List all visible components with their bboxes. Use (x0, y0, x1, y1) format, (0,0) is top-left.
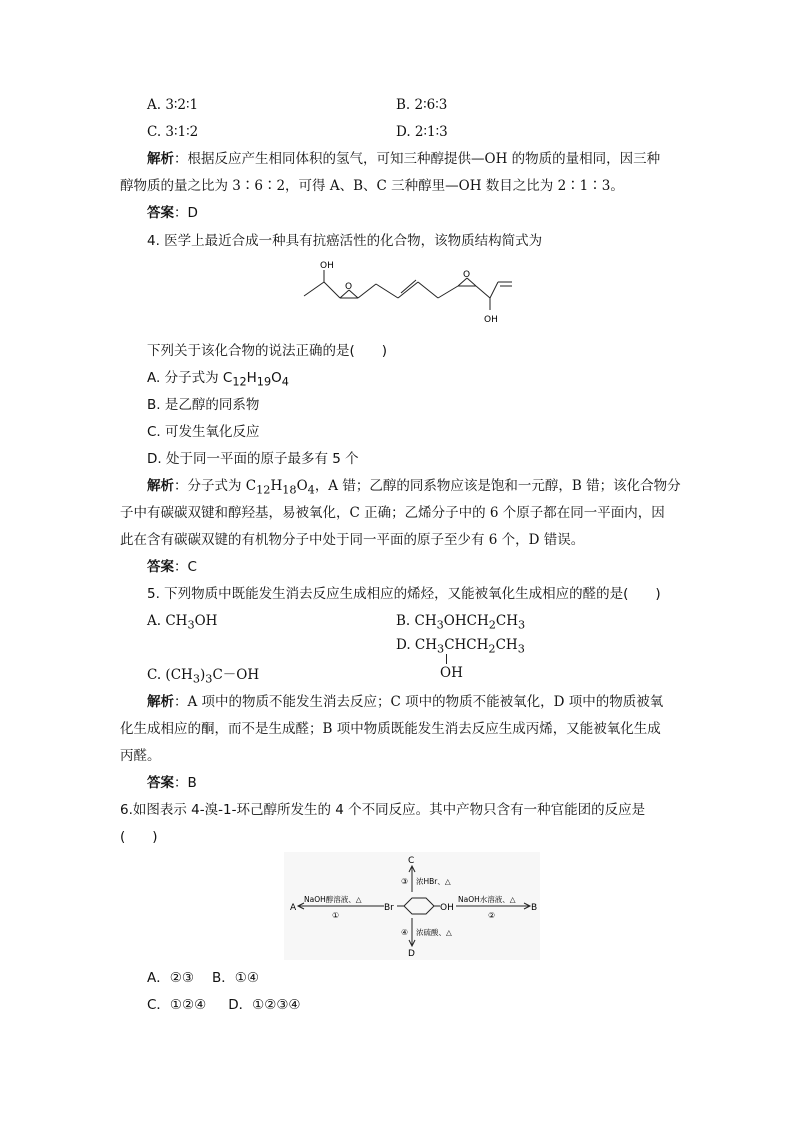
reagent-3: 浓HBr、△ (416, 877, 451, 886)
q6-option-b: B．①④ (211, 970, 259, 986)
sub: 12 (256, 483, 271, 497)
q5-option-a (147, 612, 217, 635)
q3-answer-value: ：D (174, 205, 198, 221)
q4-option-d: D. 处于同一平面的原子最多有 5 个 (147, 451, 359, 467)
answer-label: 答案 (147, 205, 174, 221)
reaction-number-4: ④ (401, 928, 409, 937)
reagent-1: NaOH醇溶液、△ (304, 895, 362, 904)
text: ，A 错；乙醇的同系物应该是饱和一元醇，B 错；该化合物分 (314, 478, 681, 494)
text: B. CH (396, 613, 437, 629)
product-c: C (408, 856, 415, 866)
sub: 3 (436, 618, 444, 632)
sub: 4 (307, 483, 315, 497)
q5-option-d-bond (446, 654, 447, 664)
sub: 2 (488, 618, 496, 632)
q5-answer-value: ：B (174, 775, 197, 791)
q5-answer (147, 774, 197, 792)
reaction-number-1: ① (332, 911, 340, 920)
q4-stem: 4. 医学上最近合成一种具有抗癌活性的化合物，该物质结构简式为 (147, 233, 543, 249)
q4-question: 下列关于该化合物的说法正确的是( ) (147, 343, 388, 359)
sub: 3 (437, 642, 445, 656)
q3-option-b: B. 2∶6∶3 (396, 97, 448, 113)
bromo-label: Br (384, 903, 394, 913)
sub: 19 (256, 375, 272, 389)
q4-answer-value: ：C (174, 559, 197, 575)
q5-analysis-line-2: 化生成相应的酮，而不是生成醛；B 项中物质既能发生消去反应生成丙烯，又能被氧化生成 (120, 721, 661, 737)
q4-option-c: C. 可发生氧化反应 (147, 424, 260, 440)
q4-option-a (147, 369, 289, 392)
analysis-label: 解析 (147, 478, 174, 494)
q6-option-a: A．②③ (147, 970, 194, 986)
q5-option-d-oh: OH (440, 665, 463, 681)
q6-stem-bracket: ( ) (120, 829, 158, 845)
structure-o-right: O (463, 270, 471, 280)
hydroxy-label: OH (440, 903, 454, 913)
q3-analysis-line-1 (147, 150, 660, 168)
q3-answer (147, 204, 198, 222)
sub: 3 (518, 618, 526, 632)
reaction-number-2: ② (488, 911, 496, 920)
q4-option-b: B. 是乙醇的同系物 (147, 397, 260, 413)
answer-label: 答案 (147, 775, 174, 791)
q4-analysis-line-3: 此在含有碳碳双键的有机物分子中处于同一平面的原子至少有 6 个，D 错误。 (120, 532, 585, 548)
q3-option-c: C. 3∶1∶2 (147, 124, 199, 140)
reagent-2: NaOH水溶液、△ (458, 895, 516, 904)
text: CHCH (444, 637, 489, 653)
sub: 4 (281, 375, 289, 389)
sub: 3 (517, 642, 525, 656)
product-b: B (531, 903, 538, 913)
q5-analysis-line-3: 丙醛。 (120, 748, 161, 764)
sub: 2 (488, 642, 496, 656)
text: D. CH (396, 637, 438, 653)
text: OHCH (443, 613, 489, 629)
q6-options-row-1 (147, 969, 259, 987)
structure-oh-top: OH (320, 261, 334, 271)
q6-stem: 6.如图表示 4-溴-1-环己醇所发生的 4 个不同反应。其中产物只含有一种官能团的反应是 (120, 802, 646, 818)
q5-option-d (396, 636, 525, 659)
answer-label: 答案 (147, 559, 174, 575)
q3-option-a: A. 3∶2∶1 (147, 97, 199, 113)
text: OH (194, 613, 218, 629)
analysis-label: 解析 (147, 151, 174, 167)
q6-options-row-2 (147, 996, 301, 1014)
reagent-4: 浓硫酸、△ (416, 928, 452, 937)
product-d: D (408, 949, 415, 959)
q5-analysis-line-1 (147, 693, 663, 711)
q3-analysis-text-1: ：根据反应产生相同体积的氢气，可知三种醇提供—OH 的物质的量相同，因三种 (174, 151, 661, 167)
structure-o-left: O (345, 282, 353, 292)
text: ：A 项中的物质不能发生消去反应；C 项中的物质不能被氧化，D 项中的物质被氧 (174, 694, 664, 710)
sub: 3 (187, 618, 195, 632)
text: H (246, 370, 257, 386)
text: H (270, 478, 283, 494)
text: ) (199, 667, 206, 683)
q3-option-d: D. 2∶1∶3 (396, 124, 448, 140)
structure-oh-bottom: OH (484, 315, 498, 325)
q6-option-c: C．①②④ (147, 997, 207, 1013)
q4-option-a-text: A. 分子式为 C (147, 370, 233, 386)
sub: 12 (232, 375, 247, 389)
sub: 3 (205, 672, 213, 686)
q4-analysis-line-1 (147, 477, 681, 500)
q4-structure-formula (300, 256, 520, 331)
text: CH (495, 613, 519, 629)
sub: 3 (192, 672, 200, 686)
q6-option-d: D．①②③④ (228, 997, 301, 1013)
text: O (296, 478, 308, 494)
q4-answer (147, 558, 197, 576)
text: C. (CH (147, 667, 193, 683)
q4-analysis-line-2: 子中有碳碳双键和醇羟基，易被氧化，C 正确；乙烯分子中的 6 个原子都在同一平面内，因 (120, 505, 665, 521)
text: CH (495, 637, 518, 653)
text: A. CH (147, 613, 188, 629)
q5-stem: 5. 下列物质中既能发生消去反应生成相应的烯烃，又能被氧化生成相应的醛的是( ) (147, 586, 661, 602)
q3-analysis-line-2: 醇物质的量之比为 3∶6∶2，可得 A、B、C 三种醇里—OH 数目之比为 2∶1∶3。 (120, 178, 624, 194)
product-a: A (290, 903, 297, 913)
q6-reaction-diagram (284, 852, 540, 960)
reaction-number-3: ③ (401, 877, 409, 886)
sub: 18 (282, 483, 297, 497)
text: O (271, 370, 282, 386)
text: ：分子式为 C (174, 478, 257, 494)
q5-option-b (396, 612, 525, 635)
q5-option-c (147, 666, 259, 689)
text: C－OH (212, 667, 260, 683)
analysis-label: 解析 (147, 694, 174, 710)
